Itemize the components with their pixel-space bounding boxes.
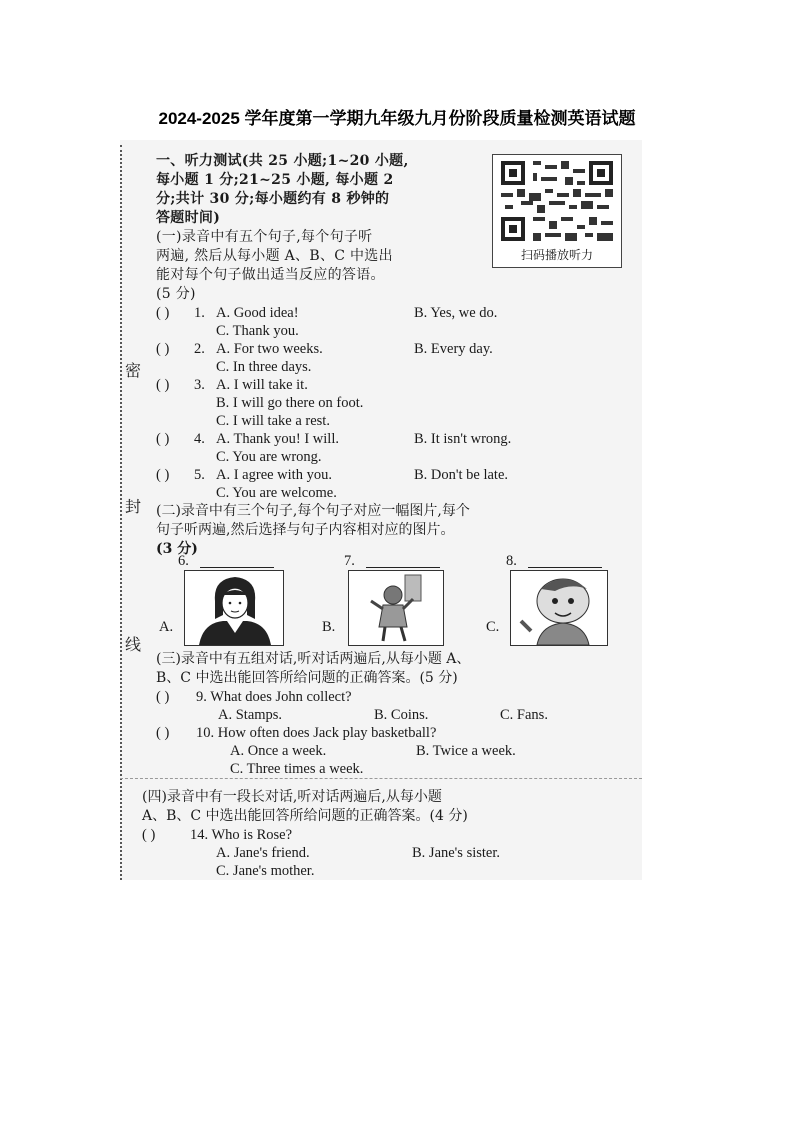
seal-char-xian: 线 [125,635,142,654]
option-a: A. Good idea! [216,305,299,321]
part3-section [156,650,636,778]
heading-line-1: 一、听力测试(共 25 小题;1~20 小题, [156,153,409,169]
answer-line-8[interactable] [528,567,602,568]
picture-options-row [156,553,626,653]
option-b: B. Twice a week. [416,743,516,759]
part2-line-1: (二)录音中有三个句子,每个句子对应一幅图片,每个 [156,503,470,519]
question-5 [156,466,636,484]
option-c: C. Jane's mother. [216,863,315,879]
answer-blank[interactable]: ( ) [156,689,170,705]
seal-char-feng: 封 [125,497,142,516]
question-text: 14. Who is Rose? [190,827,293,843]
answer-blank[interactable]: ( ) [156,467,170,483]
picture-number-8: 8. [506,553,517,569]
figure-illustration-icon [349,571,443,645]
question-9 [156,688,636,706]
picture-c-figure [510,570,608,646]
picture-number-6: 6. [178,553,189,569]
question-2-c-row [156,358,636,376]
option-c: C. Thank you. [216,323,299,339]
question-number: 1. [194,305,205,321]
part3-line-2: B、C 中选出能回答所给问题的正确答案。(5 分) [156,670,458,686]
option-b: B. Jane's sister. [412,845,500,861]
question-5-c-row [156,484,636,502]
question-10 [156,724,636,742]
option-b: B. I will go there on foot. [216,395,364,411]
option-c: C. You are wrong. [216,449,322,465]
binding-line [120,145,122,880]
option-c: C. You are welcome. [216,485,337,501]
question-10-c-row [156,760,636,778]
question-3-b-row [156,394,636,412]
answer-line-6[interactable] [200,567,274,568]
heading-line-4: 答题时间) [156,210,221,226]
answer-blank[interactable]: ( ) [156,341,170,357]
question-1 [156,304,636,322]
answer-blank[interactable]: ( ) [156,305,170,321]
section-divider [120,778,642,779]
question-10-options [156,742,636,760]
question-3 [156,376,636,394]
part3-line-1: (三)录音中有五组对话,听对话两遍后,从每小题 A、 [156,651,471,667]
answer-blank[interactable]: ( ) [156,725,170,741]
question-4 [156,430,636,448]
section-heading [156,152,636,304]
option-c: C. Three times a week. [230,761,364,777]
picture-letter-c: C. [486,619,500,635]
part4-line-1: (四)录音中有一段长对话,听对话两遍后,从每小题 [142,789,442,805]
question-1-c-row [156,322,636,340]
part1-instruction-3: 能对每个句子做出适当反应的答语。 [156,267,385,283]
answer-blank[interactable]: ( ) [156,377,170,393]
question-number: 3. [194,377,205,393]
part1-instruction-4: (5 分) [156,286,196,302]
answer-blank[interactable]: ( ) [142,827,156,843]
question-number: 2. [194,341,205,357]
question-14-options [142,844,642,862]
part1-instruction-2: 两遍, 然后从每小题 A、B、C 中选出 [156,248,393,264]
question-3-c-row [156,412,636,430]
option-c: C. Fans. [500,707,548,723]
question-14-c-row [142,862,642,880]
question-number: 4. [194,431,205,447]
option-a: A. Jane's friend. [216,845,310,861]
answer-line-7[interactable] [366,567,440,568]
question-text: 10. How often does Jack play basketball? [196,725,437,741]
option-c: C. In three days. [216,359,312,375]
option-a: A. For two weeks. [216,341,323,357]
character-illustration-icon [511,571,607,645]
picture-a-girl [184,570,284,646]
part4-line-2: A、B、C 中选出能回答所给问题的正确答案。(4 分) [142,808,468,824]
option-b: B. Every day. [414,341,493,357]
heading-line-2: 每小题 1 分;21~25 小题, 每小题 2 [156,172,394,188]
question-9-options [156,706,636,724]
option-a: A. Once a week. [230,743,327,759]
part4-section [142,788,642,880]
part2-instruction [156,502,636,559]
girl-illustration-icon [185,571,283,645]
part2-line-3: (3 分) [156,541,198,557]
answer-blank[interactable]: ( ) [156,431,170,447]
option-b: B. Coins. [374,707,429,723]
option-a: A. I agree with you. [216,467,332,483]
question-text: 9. What does John collect? [196,689,352,705]
option-b: B. Don't be late. [414,467,509,483]
picture-letter-a: A. [159,619,174,635]
question-2 [156,340,636,358]
question-number: 5. [194,467,205,483]
picture-b-figure [348,570,444,646]
option-a: A. Thank you! I will. [216,431,339,447]
listening-section [156,152,636,559]
seal-char-mi: 密 [125,361,142,380]
page-title: 2024-2025 学年度第一学期九年级九月份阶段质量检测英语试题 [158,109,636,128]
option-b: B. Yes, we do. [414,305,498,321]
picture-number-7: 7. [344,553,355,569]
option-c: C. I will take a rest. [216,413,330,429]
part1-instruction-1: (一)录音中有五个句子,每个句子听 [156,229,373,245]
option-a: A. Stamps. [218,707,283,723]
option-b: B. It isn't wrong. [414,431,512,447]
part2-line-2: 句子听两遍,然后选择与句子内容相对应的图片。 [156,522,455,538]
question-4-c-row [156,448,636,466]
picture-letter-b: B. [322,619,336,635]
option-a: A. I will take it. [216,377,308,393]
heading-line-3: 分;共计 30 分;每小题约有 8 秒钟的 [156,191,390,207]
qr-code-label: 扫码播放听力 [520,248,593,262]
question-14 [142,826,642,844]
